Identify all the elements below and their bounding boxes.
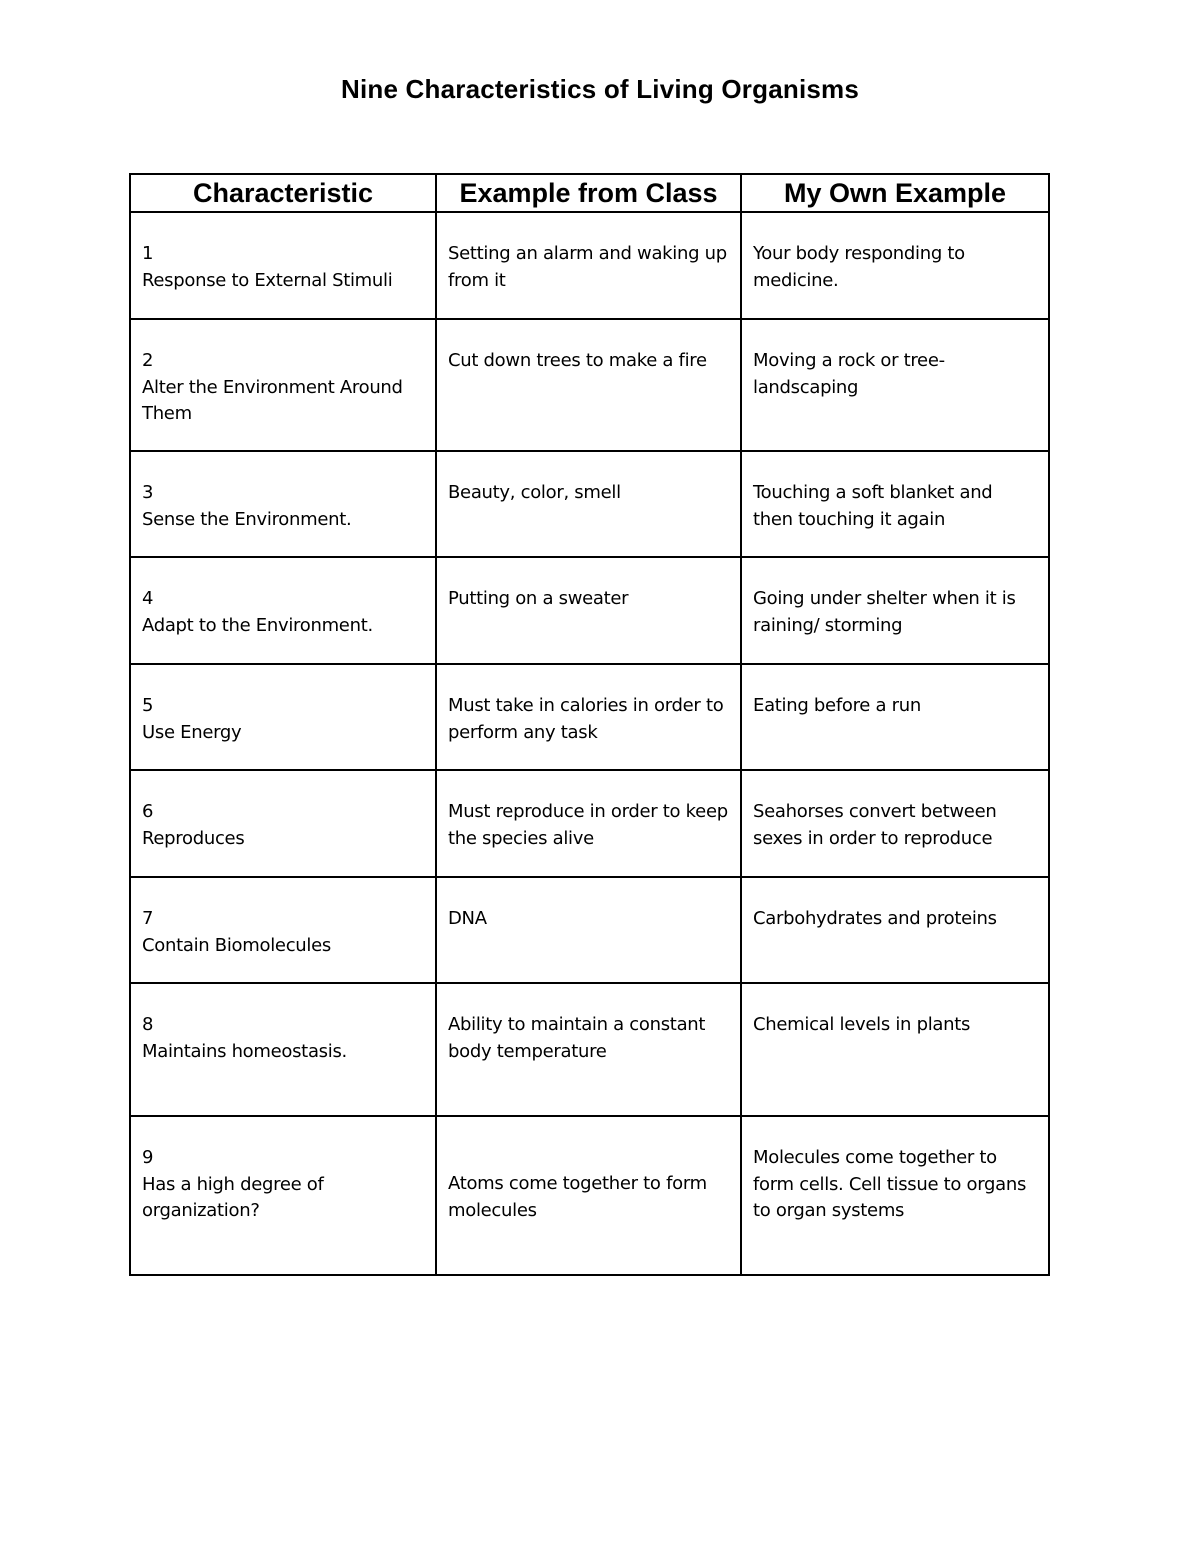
row-number: 4 (142, 588, 154, 609)
row-number: 3 (142, 482, 154, 503)
table-row (130, 212, 1049, 319)
own-example-text: Carbohydrates and proteins (753, 908, 997, 929)
table-row (130, 1116, 1049, 1275)
characteristics-table (129, 173, 1050, 1276)
class-example-text: Must take in calories in order to perform any task (448, 695, 724, 743)
row-number: 6 (142, 801, 154, 822)
own-example-cell (741, 770, 1049, 877)
characteristic-cell (130, 212, 436, 319)
class-example-cell (436, 319, 741, 451)
table-row (130, 664, 1049, 770)
row-number: 7 (142, 908, 154, 929)
characteristic-text: Response to External Stimuli (142, 269, 393, 291)
characteristic-text: Adapt to the Environment. (142, 614, 373, 636)
own-example-text: Molecules come together to form cells. Cell tissue to organs to organ systems (753, 1147, 1027, 1221)
header-my-own-example: My Own Example (741, 174, 1049, 212)
row-number: 2 (142, 350, 154, 371)
characteristic-text: Reproduces (142, 827, 245, 849)
characteristic-text: Alter the Environment Around Them (142, 376, 403, 424)
own-example-text: Going under shelter when it is raining/ storming (753, 588, 1016, 636)
class-example-text: Must reproduce in order to keep the species alive (448, 801, 728, 849)
table-row (130, 319, 1049, 451)
own-example-text: Eating before a run (753, 695, 921, 716)
own-example-cell (741, 557, 1049, 664)
class-example-cell (436, 983, 741, 1116)
class-example-cell (436, 664, 741, 770)
table-row (130, 770, 1049, 877)
own-example-text: Your body responding to medicine. (753, 243, 965, 291)
table-row (130, 557, 1049, 664)
class-example-cell (436, 557, 741, 664)
row-number: 5 (142, 695, 154, 716)
row-number: 8 (142, 1014, 154, 1035)
table-row (130, 983, 1049, 1116)
row-number: 9 (142, 1147, 154, 1168)
class-example-cell (436, 877, 741, 983)
characteristic-cell (130, 770, 436, 877)
characteristic-text: Sense the Environment. (142, 508, 352, 530)
row-number: 1 (142, 243, 154, 264)
table-header-row (130, 174, 1049, 212)
characteristic-text: Maintains homeostasis. (142, 1040, 347, 1062)
characteristic-text: Contain Biomolecules (142, 934, 331, 956)
own-example-text: Seahorses convert between sexes in order to reproduce (753, 801, 997, 849)
characteristic-cell (130, 877, 436, 983)
characteristic-cell (130, 557, 436, 664)
header-characteristic: Characteristic (130, 174, 436, 212)
own-example-cell (741, 451, 1049, 557)
own-example-cell (741, 212, 1049, 319)
own-example-cell (741, 983, 1049, 1116)
own-example-text: Touching a soft blanket and then touching it again (753, 482, 993, 530)
class-example-text: Setting an alarm and waking up from it (448, 243, 727, 291)
characteristic-cell (130, 1116, 436, 1275)
class-example-text: Ability to maintain a constant body temperature (448, 1014, 706, 1062)
class-example-cell (436, 770, 741, 877)
class-example-text: Beauty, color, smell (448, 482, 621, 503)
characteristic-cell (130, 983, 436, 1116)
class-example-text: DNA (448, 908, 487, 929)
class-example-cell (436, 451, 741, 557)
class-example-cell (436, 212, 741, 319)
characteristic-text: Use Energy (142, 721, 242, 743)
class-example-text: Putting on a sweater (448, 588, 629, 609)
own-example-cell (741, 319, 1049, 451)
characteristic-cell (130, 451, 436, 557)
own-example-text: Moving a rock or tree- landscaping (753, 350, 945, 398)
page-title: Nine Characteristics of Living Organisms (340, 74, 860, 104)
own-example-text: Chemical levels in plants (753, 1014, 971, 1035)
own-example-cell (741, 1116, 1049, 1275)
header-example-from-class: Example from Class (436, 174, 741, 212)
class-example-text: Cut down trees to make a fire (448, 350, 707, 371)
class-example-text: Atoms come together to form molecules (448, 1173, 707, 1221)
own-example-cell (741, 664, 1049, 770)
own-example-cell (741, 877, 1049, 983)
table-row (130, 877, 1049, 983)
characteristic-cell (130, 319, 436, 451)
characteristic-cell (130, 664, 436, 770)
characteristic-text: Has a high degree of organization? (142, 1173, 324, 1221)
table-row (130, 451, 1049, 557)
class-example-cell (436, 1116, 741, 1275)
